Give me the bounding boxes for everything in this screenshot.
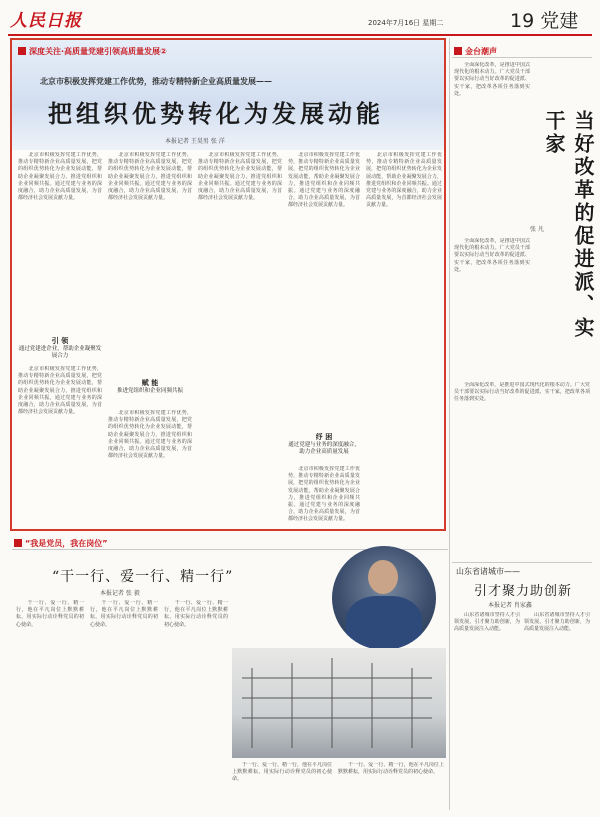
column-text-2: 全面深化改革，是推进中国式现代化的根本动力。广大党员干部要以实际行动当好改革的促进派、实干家，把改革各项任务落到实处。 — [454, 238, 530, 273]
profile-text-col-3: 干一行、爱一行、精一行，他在平凡岗位上默默耕耘，用实际行动诠释党员的初心使命。 — [164, 600, 228, 628]
city-rule — [452, 562, 592, 563]
feature-tag-label: 深度关注·高质量党建引领高质量发展② — [29, 47, 167, 56]
feature-subhead-2-text: 推进党组织和企业同频共振 — [116, 388, 183, 394]
column-text-3: 全面深化改革，是推进中国式现代化的根本动力。广大党员干部要以实际行动当好改革的促进派、实干家，把改革各项任务落到实处。 — [454, 382, 590, 403]
city-headline: 引才聚力助创新 — [474, 584, 573, 599]
feature-tag — [18, 46, 167, 57]
feature-text-col-4b: 北京市积极发挥党建工作优势，推动专精特新企业高质量发展，把党的组织优势转化为企业发展动能，帮助企业凝聚发展合力，推进党组织和企业同频共振。通过党建与业务的深度融合，助力企业高质量发展，为首都经济社会发展贡献力量。 — [288, 466, 360, 523]
substation-structure-icon — [232, 648, 446, 758]
tag-square-icon — [14, 539, 22, 547]
column-rule — [452, 57, 592, 58]
issue-date: 2024年7月16日 星期二 — [368, 19, 444, 27]
city-text-col-2: 山东省诸城市坚持人才引领发展，引才聚力助创新，为高质量发展注入动能。 — [524, 612, 590, 633]
profile-text-col-1: 干一行、爱一行、精一行，他在平凡岗位上默默耕耘，用实际行动诠释党员的初心使命。 — [16, 600, 84, 628]
feature-text-col-2b: 北京市积极发挥党建工作优势，推动专精特新企业高质量发展，把党的组织优势转化为企业发展动能，帮助企业凝聚发展合力，推进党组织和企业同频共振。通过党建与业务的深度融合，助力企业高质量发展，为首都经济社会发展贡献力量。 — [108, 410, 192, 460]
page-number: 19 党建 — [510, 10, 579, 32]
profile-headline: “干一行、爱一行、精一行” — [52, 569, 234, 585]
profile-text-col-4: 干一行、爱一行、精一行，他在平凡岗位上默默耕耘，用实际行动诠释党员的初心使命。 — [232, 762, 332, 783]
profile-text-col-2: 干一行、爱一行、精一行，他在平凡岗位上默默耕耘，用实际行动诠释党员的初心使命。 — [90, 600, 158, 628]
masthead — [8, 4, 592, 36]
feature-byline: 本报记者 王昊男 张 洋 — [165, 138, 225, 145]
column-byline: 张 凡 — [530, 226, 544, 233]
tag-square-icon — [18, 47, 26, 55]
profile-tag — [14, 538, 108, 549]
profile-text-col-5: 干一行、爱一行、精一行，他在平凡岗位上默默耕耘，用实际行动诠释党员的初心使命。 — [338, 762, 444, 776]
profile-byline: 本报记者 张 毅 — [100, 590, 140, 597]
city-text-col-1: 山东省诸城市坚持人才引领发展，引才聚力助创新，为高质量发展注入动能。 — [454, 612, 520, 633]
portrait-face — [368, 560, 398, 594]
tag-square-icon — [454, 47, 462, 55]
feature-deck: 北京市积极发挥党建工作优势，推动专精特新企业高质量发展—— — [40, 76, 272, 86]
feature-text-col-3: 北京市积极发挥党建工作优势，推动专精特新企业高质量发展，把党的组织优势转化为企业发展动能，帮助企业凝聚发展合力，推进党组织和企业同频共振。通过党建与业务的深度融合，助力企业高质量发展，为首都经济社会发展贡献力量。 — [198, 152, 282, 202]
profile-tag-label: “我是党员，我在岗位” — [25, 539, 108, 548]
feature-headline: 把组织优势转化为发展动能 — [48, 100, 384, 128]
column-text-1: 全面深化改革，是推进中国式现代化的根本动力。广大党员干部要以实际行动当好改革的促进派、实干家，把改革各项任务落到实处。 — [454, 62, 530, 97]
feature-text-col-5: 北京市积极发挥党建工作优势，推动专精特新企业高质量发展，把党的组织优势转化为企业发展动能，帮助企业凝聚发展合力，推进党组织和企业同频共振。通过党建与业务的深度融合，助力企业高质量发展，为首都经济社会发展贡献力量。 — [366, 152, 442, 209]
feature-subhead-1-text: 通过党建进企业，帮助企业凝聚发展合力 — [18, 346, 102, 359]
feature-subhead-3-text: 通过党建与业务的深度融合，助力企业高质量发展 — [288, 442, 360, 455]
feature-subhead-1: 引 领 — [51, 336, 69, 345]
city-tag: 山东省诸城市—— — [456, 567, 520, 576]
profile-portrait-photo — [332, 546, 436, 650]
feature-subhead-3: 纾 困 — [315, 432, 333, 441]
substation-photo — [232, 648, 446, 758]
feature-text-col-4: 北京市积极发挥党建工作优势，推动专精特新企业高质量发展，把党的组织优势转化为企业发展动能，帮助企业凝聚发展合力，推进党组织和企业同频共振。通过党建与业务的深度融合，助力企业高质量发展，为首都经济社会发展贡献力量。 — [288, 152, 360, 209]
city-byline: 本报记者 肖家鑫 — [488, 602, 532, 609]
feature-text-col-1b: 北京市积极发挥党建工作优势，推动专精特新企业高质量发展，把党的组织优势转化为企业发展动能，帮助企业凝聚发展合力，推进党组织和企业同频共振。通过党建与业务的深度融合，助力企业高质量发展，为首都经济社会发展贡献力量。 — [18, 366, 102, 416]
column-divider — [449, 38, 450, 810]
column-tag-label: 金台潮声 — [465, 47, 497, 56]
newspaper-logo: 人民日报 — [10, 11, 82, 31]
feature-text-col-1: 北京市积极发挥党建工作优势，推动专精特新企业高质量发展，把党的组织优势转化为企业发展动能，帮助企业凝聚发展合力，推进党组织和企业同频共振。通过党建与业务的深度融合，助力企业高质量发展，为首都经济社会发展贡献力量。 — [18, 152, 102, 202]
column-tag — [454, 46, 497, 57]
column-headline: 当好改革的促进派、实干家 — [542, 110, 595, 340]
portrait-uniform — [346, 596, 422, 650]
feature-text-col-2: 北京市积极发挥党建工作优势，推动专精特新企业高质量发展，把党的组织优势转化为企业发展动能，帮助企业凝聚发展合力，推进党组织和企业同频共振。通过党建与业务的深度融合，助力企业高质量发展，为首都经济社会发展贡献力量。 — [108, 152, 192, 202]
feature-subhead-2: 赋 能 — [141, 378, 159, 387]
